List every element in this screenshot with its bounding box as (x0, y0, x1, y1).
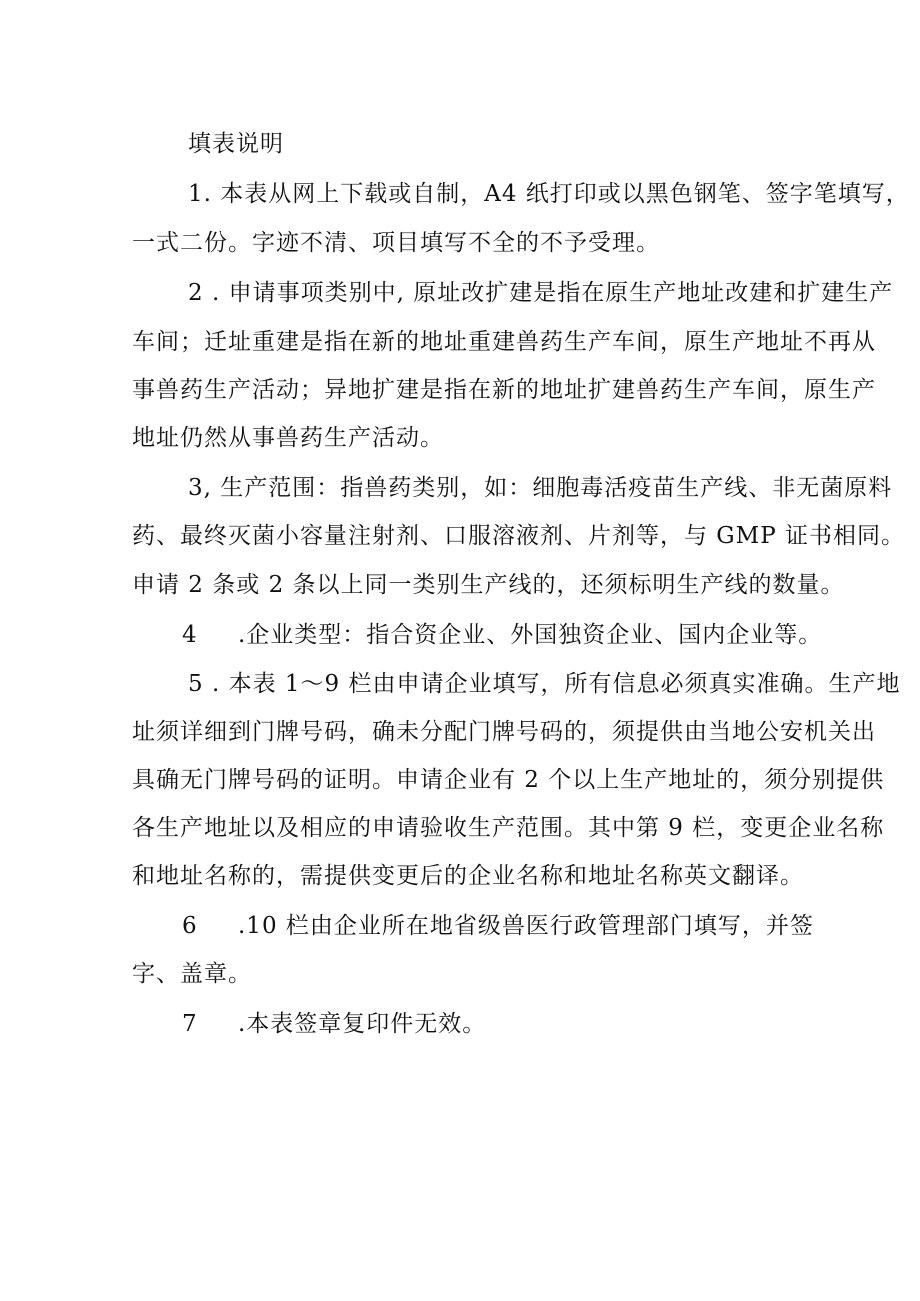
item-5-line-1: 5 . 本表 1～9 栏由申请企业填写，所有信息必须真实准确。生产地 (188, 671, 901, 697)
item-3-line-1: 3, 生产范围：指兽药类别，如：细胞毒活疫苗生产线、非无菌原料 (188, 475, 893, 501)
item-6-text: .10 栏由企业所在地省级兽医行政管理部门填写，并签 (238, 913, 814, 939)
item-7-line (182, 1010, 486, 1038)
item-7-text: .本表签章复印件无效。 (238, 1011, 487, 1037)
item-1-line-1: 1. 本表从网上下载或自制，A4 纸打印或以黑色钢笔、签字笔填写， (188, 181, 910, 207)
item-5-line-4: 各生产地址以及相应的申请验收生产范围。其中第 9 栏，变更企业名称 (132, 815, 885, 841)
item-2-line-2: 车间；迁址重建是指在新的地址重建兽药生产车间，原生产地址不再从 (132, 329, 876, 355)
item-2-line-4: 地址仍然从事兽药生产活动。 (132, 425, 444, 451)
item-1-line-2: 一式二份。字迹不清、项目填写不全的不予受理。 (132, 230, 660, 256)
item-4-line (182, 621, 822, 649)
item-5-line-3: 具确无门牌号码的证明。申请企业有 2 个以上生产地址的，须分别提供 (132, 767, 885, 793)
item-5-line-2: 址须详细到门牌号码，确未分配门牌号码的，须提供由当地公安机关出 (132, 719, 876, 745)
item-3-line-3: 申请 2 条或 2 条以上同一类别生产线的，还须标明生产线的数量。 (132, 572, 845, 598)
item-6-number: 6 (182, 913, 198, 939)
item-5-line-5: 和地址名称的，需提供变更后的企业名称和地址名称英文翻译。 (132, 863, 804, 889)
item-4-text: .企业类型：指合资企业、外国独资企业、国内企业等。 (238, 622, 823, 648)
item-3-line-2: 药、最终灭菌小容量注射剂、口服溶液剂、片剂等，与 GMP 证书相同。 (132, 523, 906, 549)
item-6-line-1 (182, 912, 814, 940)
item-2-line-1: 2 . 申请事项类别中, 原址改扩建是指在原生产地址改建和扩建生产 (188, 280, 894, 306)
item-4-number: 4 (182, 622, 198, 648)
item-7-number: 7 (182, 1011, 198, 1037)
item-6-line-2: 字、盖章。 (132, 961, 252, 987)
document-title: 填表说明 (188, 131, 284, 157)
item-2-line-3: 事兽药生产活动；异地扩建是指在新的地址扩建兽药生产车间，原生产 (132, 377, 876, 403)
